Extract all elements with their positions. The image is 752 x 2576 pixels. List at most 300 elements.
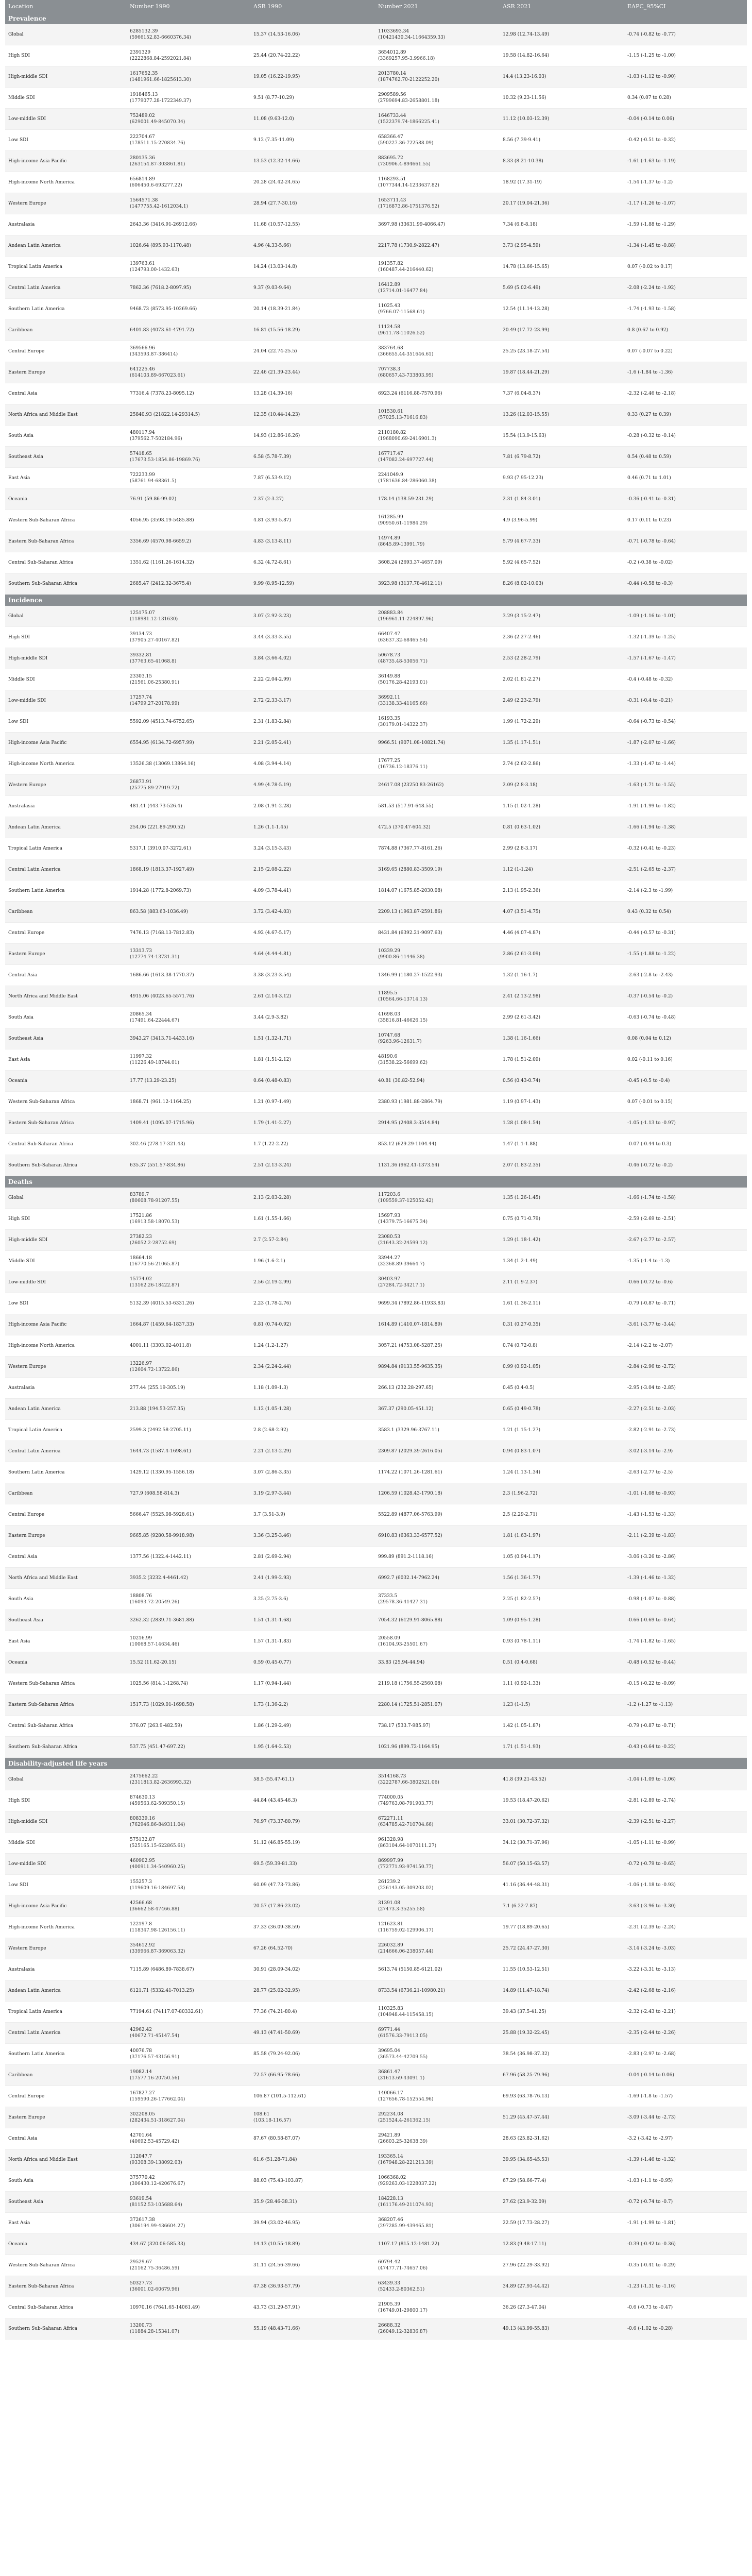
asr-2021-cell	[500, 1155, 624, 1176]
value-text: 6285132.39	[130, 28, 158, 34]
asr-1990-cell	[250, 1113, 375, 1134]
value-text: 31391.08	[378, 1900, 400, 1906]
value-text: 122197.8	[130, 1921, 152, 1927]
asr-2021-cell	[500, 2107, 624, 2128]
value-text: 41698.03	[378, 1011, 400, 1017]
value-text: 30403.97	[378, 1276, 400, 1282]
eapc-cell	[624, 2234, 747, 2255]
value-text: 10970.16 (7641.65-14061.49)	[130, 2304, 200, 2310]
value-text: 12.35 (10.44-14.23)	[253, 412, 300, 417]
asr-2021-cell	[500, 2128, 624, 2149]
value-text: 47.38 (36.93-57.79)	[253, 2283, 300, 2289]
asr-1990-cell	[250, 2297, 375, 2318]
asr-1990-cell	[250, 733, 375, 754]
value-text: 0.45 (0.4-0.5)	[503, 1385, 535, 1391]
value-text: -1.74 (-1.82 to -1.65)	[627, 1638, 676, 1644]
asr-1990-cell	[250, 754, 375, 775]
value-text: -0.04 (-0.14 to 0.06)	[627, 2072, 674, 2078]
eapc-cell	[624, 733, 747, 754]
column-header-number-1990: Number 1990	[127, 0, 250, 13]
confidence-interval-text: (57025.13-71616.83)	[378, 415, 428, 420]
number-1990-cell	[127, 1272, 250, 1293]
eapc-cell	[624, 2171, 747, 2192]
eapc-cell	[624, 1188, 747, 1209]
number-1990-cell	[127, 2192, 250, 2213]
value-text: -2.67 (-2.77 to -2.57)	[627, 1237, 676, 1243]
value-text: 10216.99	[130, 1635, 152, 1641]
section-header-row	[5, 13, 747, 24]
number-1990-cell	[127, 1134, 250, 1155]
confidence-interval-text: (5966152.83-6660376.34)	[130, 35, 191, 40]
asr-2021-cell	[500, 669, 624, 690]
number-1990-cell	[127, 2234, 250, 2255]
asr-1990-cell	[250, 965, 375, 986]
location-cell: Western Sub-Saharan Africa	[5, 510, 127, 531]
asr-1990-cell	[250, 1007, 375, 1028]
value-text: 752489.02	[130, 113, 155, 118]
table-row	[5, 1737, 747, 1758]
table-row	[5, 986, 747, 1007]
eapc-cell	[624, 2128, 747, 2149]
table-row	[5, 648, 747, 669]
asr-1990-cell	[250, 775, 375, 796]
asr-2021-cell	[500, 1769, 624, 1790]
value-text: -2.32 (-2.43 to -2.21)	[627, 2009, 676, 2014]
asr-2021-cell	[500, 1209, 624, 1230]
gbd-results-table-page	[5, 0, 747, 2340]
number-2021-cell	[375, 1230, 500, 1251]
eapc-cell	[624, 1896, 747, 1917]
table-row	[5, 24, 747, 45]
value-text: 11033693.34	[378, 28, 409, 34]
value-text: 0.31 (0.27-0.35)	[503, 1321, 541, 1327]
number-1990-cell	[127, 426, 250, 447]
location-cell: South Asia	[5, 426, 127, 447]
value-text: 1.19 (0.97-1.43)	[503, 1099, 541, 1105]
eapc-cell	[624, 1071, 747, 1092]
table-row	[5, 1896, 747, 1917]
value-text: 3.84 (3.66-4.02)	[253, 655, 292, 661]
value-text: 6.32 (4.72-8.61)	[253, 560, 292, 565]
number-2021-cell	[375, 2213, 500, 2234]
table-row	[5, 1335, 747, 1357]
asr-1990-cell	[250, 627, 375, 648]
eapc-cell	[624, 383, 747, 404]
confidence-interval-text: (80608.78-91207.55)	[130, 1198, 179, 1204]
value-text: 480117.94	[130, 430, 155, 435]
table-row	[5, 1769, 747, 1790]
value-text: 4915.06 (4023.65-5571.76)	[130, 993, 194, 999]
asr-2021-cell	[500, 45, 624, 66]
location-cell: Central Latin America	[5, 278, 127, 299]
asr-2021-cell	[500, 1293, 624, 1314]
asr-2021-cell	[500, 1378, 624, 1399]
location-cell: Southern Latin America	[5, 2044, 127, 2065]
value-text: 7.87 (6.53-9.12)	[253, 475, 292, 481]
value-text: 2.08 (1.91-2.28)	[253, 803, 292, 809]
eapc-cell	[624, 24, 747, 45]
asr-2021-cell	[500, 1049, 624, 1071]
location-cell: High-income Asia Pacific	[5, 733, 127, 754]
value-text: 808339.16	[130, 1816, 155, 1821]
eapc-cell	[624, 1357, 747, 1378]
value-text: 302.46 (278.17-321.43)	[130, 1141, 185, 1147]
number-2021-cell	[375, 2234, 500, 2255]
asr-2021-cell	[500, 859, 624, 880]
eapc-cell	[624, 1631, 747, 1652]
confidence-interval-text: (21561.06-25380.91)	[130, 680, 179, 685]
value-text: -0.48 (-0.52 to -0.44)	[627, 1659, 676, 1665]
number-2021-cell	[375, 1568, 500, 1589]
number-2021-cell	[375, 2318, 500, 2340]
number-1990-cell	[127, 531, 250, 552]
asr-2021-cell	[500, 2171, 624, 2192]
value-text: 20.49 (17.72-23.99)	[503, 327, 550, 333]
value-text: 14974.89	[378, 535, 400, 541]
value-text: 3.73 (2.95-4.59)	[503, 243, 541, 248]
value-text: 11.08 (9.63-12.0)	[253, 116, 294, 122]
table-row	[5, 711, 747, 733]
location-cell: Central Europe	[5, 341, 127, 362]
value-text: -2.95 (-3.04 to -2.85)	[627, 1385, 676, 1391]
eapc-cell	[624, 2255, 747, 2276]
asr-1990-cell	[250, 1293, 375, 1314]
section-header-row	[5, 1176, 747, 1188]
value-text: -0.46 (-0.72 to -0.2)	[627, 1162, 673, 1168]
number-2021-cell	[375, 1314, 500, 1335]
value-text: 0.64 (0.48-0.83)	[253, 1078, 292, 1083]
eapc-cell	[624, 775, 747, 796]
location-cell: Central Asia	[5, 2128, 127, 2149]
location-cell: Caribbean	[5, 1483, 127, 1504]
asr-1990-cell	[250, 172, 375, 193]
value-text: 5.79 (4.67-7.33)	[503, 538, 541, 544]
table-row	[5, 733, 747, 754]
value-text: -0.66 (-0.72 to -0.6)	[627, 1279, 673, 1285]
asr-2021-cell	[500, 1631, 624, 1652]
number-2021-cell	[375, 2002, 500, 2023]
value-text: -0.6 (-0.73 to -0.47)	[627, 2304, 673, 2310]
table-row	[5, 1272, 747, 1293]
value-text: 2685.47 (2412.32-3675.4)	[130, 581, 191, 586]
table-row	[5, 1378, 747, 1399]
value-text: -2.42 (-2.68 to -2.16)	[627, 1988, 676, 1993]
value-text: -3.14 (-3.24 to -3.03)	[627, 1945, 676, 1951]
table-row	[5, 1155, 747, 1176]
value-text: 383764.68	[378, 345, 403, 351]
table-row	[5, 1589, 747, 1610]
number-2021-cell	[375, 1113, 500, 1134]
value-text: 13526.38 (13069.13864.16)	[130, 761, 196, 767]
confidence-interval-text: (16749.01-29800.17)	[378, 2308, 428, 2313]
table-row	[5, 531, 747, 552]
value-text: 774000.05	[378, 1794, 403, 1800]
confidence-interval-text: (1477755.42-1612034.1)	[130, 204, 189, 209]
value-text: 1.23 (1-1.5)	[503, 1702, 531, 1707]
value-text: 0.75 (0.71-0.79)	[503, 1216, 541, 1222]
value-text: 41.16 (36.44-48.31)	[503, 1882, 550, 1888]
value-text: 39.43 (37.5-41.25)	[503, 2009, 546, 2014]
confidence-interval-text: (40672.71-45147.54)	[130, 2033, 179, 2039]
value-text: -0.37 (-0.54 to -0.2)	[627, 993, 673, 999]
table-row	[5, 2023, 747, 2044]
eapc-cell	[624, 1811, 747, 1833]
asr-1990-cell	[250, 1833, 375, 1854]
asr-1990-cell	[250, 2213, 375, 2234]
asr-1990-cell	[250, 1230, 375, 1251]
asr-2021-cell	[500, 2149, 624, 2171]
value-text: 2.41 (1.99-2.93)	[253, 1575, 292, 1581]
value-text: 4.09 (3.78-4.41)	[253, 888, 292, 893]
location-cell: Southeast Asia	[5, 2192, 127, 2213]
confidence-interval-text: (36662.58-47466.88)	[130, 1907, 179, 1912]
value-text: 0.99 (0.92-1.05)	[503, 1364, 541, 1369]
value-text: -1.91 (-1.99 to -1.81)	[627, 2220, 676, 2226]
eapc-cell	[624, 1092, 747, 1113]
confidence-interval-text: (16736.12-18376.11)	[378, 765, 428, 770]
value-text: 1.32 (1.16-1.7)	[503, 972, 538, 978]
asr-2021-cell	[500, 1092, 624, 1113]
table-row	[5, 838, 747, 859]
value-text: 7.1 (6.22-7.87)	[503, 1903, 538, 1909]
value-text: 22.46 (21.39-23.44)	[253, 369, 300, 375]
value-text: 2.61 (2.14-3.12)	[253, 993, 292, 999]
number-1990-cell	[127, 817, 250, 838]
confidence-interval-text: (400911.34-540960.25)	[130, 1865, 185, 1870]
location-cell: Central Latin America	[5, 2023, 127, 2044]
value-text: 29421.89	[378, 2132, 400, 2138]
eapc-cell	[624, 1694, 747, 1716]
value-text: 11.55 (10.53-12.51)	[503, 1967, 550, 1972]
value-text: 10339.29	[378, 948, 400, 954]
value-text: 108.61	[253, 2111, 270, 2117]
location-cell: High-income Asia Pacific	[5, 1314, 127, 1335]
value-text: 21905.39	[378, 2301, 400, 2307]
location-cell: East Asia	[5, 1049, 127, 1071]
value-text: 20.14 (18.39-21.84)	[253, 306, 300, 312]
eapc-cell	[624, 1737, 747, 1758]
table-row	[5, 1049, 747, 1071]
table-row	[5, 1610, 747, 1631]
asr-2021-cell	[500, 1896, 624, 1917]
value-text: 0.94 (0.83-1.07)	[503, 1448, 541, 1454]
value-text: 1377.56 (1322.4-1442.11)	[130, 1554, 191, 1560]
value-text: 34.12 (30.71-37.96)	[503, 1840, 550, 1845]
confidence-interval-text: (9611.78-11026.52)	[378, 331, 425, 336]
confidence-interval-text: (379562.7-502184.96)	[130, 436, 182, 442]
table-row	[5, 1357, 747, 1378]
asr-1990-cell	[250, 552, 375, 573]
confidence-interval-text: (13162.26-18422.87)	[130, 1283, 179, 1288]
location-cell: Australasia	[5, 1378, 127, 1399]
eapc-cell	[624, 817, 747, 838]
table-row	[5, 1673, 747, 1694]
number-2021-cell	[375, 2023, 500, 2044]
eapc-cell	[624, 1938, 747, 1959]
asr-1990-cell	[250, 1959, 375, 1980]
confidence-interval-text: (590227.36-722588.09)	[378, 141, 434, 146]
value-text: 33.01 (30.72-37.32)	[503, 1819, 550, 1824]
value-text: 2.21 (2.05-2.41)	[253, 740, 292, 745]
value-text: 12.54 (11.14-13.28)	[503, 306, 550, 312]
value-text: -2.51 (-2.65 to -2.37)	[627, 867, 676, 872]
confidence-interval-text: (27284.72-34217.1)	[378, 1283, 425, 1288]
value-text: 1.38 (1.16-1.66)	[503, 1036, 541, 1041]
confidence-interval-text: (297285.99-439465.81)	[378, 2224, 434, 2229]
asr-1990-cell	[250, 214, 375, 235]
value-text: 50678.73	[378, 652, 400, 658]
confidence-interval-text: (58761.94-68361.5)	[130, 479, 177, 484]
value-text: 853.12 (629.29-1104.44)	[378, 1141, 437, 1147]
value-text: 575132.87	[130, 1837, 155, 1842]
value-text: 139763.61	[130, 261, 155, 266]
eapc-cell	[624, 944, 747, 965]
asr-1990-cell	[250, 1462, 375, 1483]
asr-2021-cell	[500, 1504, 624, 1526]
value-text: -1.39 (-1.46 to -1.32)	[627, 2157, 676, 2162]
eapc-cell	[624, 754, 747, 775]
table-row	[5, 1028, 747, 1049]
value-text: -1.39 (-1.46 to -1.32)	[627, 1575, 676, 1581]
eapc-cell	[624, 320, 747, 341]
table-row	[5, 627, 747, 648]
value-text: 44.84 (43.45-46.3)	[253, 1798, 297, 1803]
asr-2021-cell	[500, 88, 624, 109]
asr-2021-cell	[500, 1314, 624, 1335]
value-text: -3.02 (-3.14 to -2.9)	[627, 1448, 673, 1454]
asr-2021-cell	[500, 1568, 624, 1589]
table-row	[5, 2213, 747, 2234]
value-text: 292234.08	[378, 2111, 403, 2117]
value-text: -2.83 (-2.97 to -2.68)	[627, 2051, 676, 2057]
value-text: 2.07 (1.83-2.35)	[503, 1162, 541, 1168]
confidence-interval-text: (10564.66-13714.13)	[378, 997, 428, 1002]
value-text: 2380.93 (1981.88-2864.79)	[378, 1099, 442, 1105]
table-row	[5, 151, 747, 172]
value-text: 2.36 (2.27-2.46)	[503, 634, 541, 640]
table-row	[5, 510, 747, 531]
value-text: -2.84 (-2.96 to -2.72)	[627, 1364, 676, 1369]
confidence-interval-text: (81152.53-105688.64)	[130, 2202, 182, 2208]
value-text: 69.93 (63.78-76.13)	[503, 2093, 550, 2099]
asr-2021-cell	[500, 1811, 624, 1833]
confidence-interval-text: (772771.93-974150.77)	[378, 1865, 434, 1870]
confidence-interval-text: (16093.72-20549.26)	[130, 1600, 179, 1605]
value-text: 1.18 (1.09-1.3)	[253, 1385, 288, 1391]
value-text: 14.78 (13.66-15.65)	[503, 264, 550, 269]
asr-2021-cell	[500, 510, 624, 531]
value-text: 14.93 (12.86-16.26)	[253, 433, 300, 438]
value-text: -3.63 (-3.96 to -3.30)	[627, 1903, 676, 1909]
table-row	[5, 2276, 747, 2297]
location-cell: Southeast Asia	[5, 1028, 127, 1049]
value-text: 863.58 (883.63-1036.49)	[130, 909, 189, 914]
confidence-interval-text: (47477.71-74657.06)	[378, 2266, 428, 2271]
value-text: 18808.76	[130, 1593, 152, 1599]
value-text: 33.83 (25.94-44.94)	[378, 1659, 425, 1665]
value-text: 7.37 (6.04-8.37)	[503, 391, 541, 396]
confidence-interval-text: (37763.65-41068.8)	[130, 659, 177, 664]
table-row	[5, 1790, 747, 1811]
table-row	[5, 257, 747, 278]
asr-2021-cell	[500, 775, 624, 796]
value-text: 2119.18 (1756.55-2560.08)	[378, 1681, 442, 1686]
value-text: 83789.7	[130, 1192, 149, 1197]
table-row	[5, 2044, 747, 2065]
confidence-interval-text: (40692.53-45729.42)	[130, 2139, 179, 2144]
value-text: 1346.99 (1180.27-1522.93)	[378, 972, 442, 978]
asr-2021-cell	[500, 733, 624, 754]
location-cell: Middle SDI	[5, 88, 127, 109]
value-text: 27.96 (22.29-33.92)	[503, 2262, 550, 2268]
value-text: 2.81 (2.69-2.94)	[253, 1554, 292, 1560]
value-text: 1.78 (1.51-2.09)	[503, 1057, 541, 1062]
value-text: 1664.87 (1459.64-1837.33)	[130, 1321, 194, 1327]
number-2021-cell	[375, 1134, 500, 1155]
value-text: -2.14 (-2.3 to -1.99)	[627, 888, 673, 893]
value-text: 7874.88 (7367.77-8161.26)	[378, 845, 442, 851]
confidence-interval-text: (9263.96-12631.7)	[378, 1039, 422, 1044]
value-text: -1.06 (-1.18 to -0.93)	[627, 1882, 676, 1888]
number-1990-cell	[127, 1938, 250, 1959]
value-text: -2.32 (-2.46 to -2.18)	[627, 391, 676, 396]
value-text: 707738.3	[378, 366, 400, 372]
value-text: 2241049.9	[378, 472, 403, 478]
value-text: -2.59 (-2.69 to -2.51)	[627, 1216, 676, 1222]
value-text: 3356.69 (4570.98-6659.2)	[130, 538, 191, 544]
eapc-cell	[624, 648, 747, 669]
value-text: 4056.95 (3598.19-5485.88)	[130, 517, 194, 523]
table-row	[5, 1833, 747, 1854]
value-text: 13.53 (12.32-14.66)	[253, 158, 300, 164]
value-text: 18664.18	[130, 1255, 152, 1261]
value-text: -3.09 (-3.44 to -2.73)	[627, 2114, 676, 2120]
value-text: 367.37 (290.05-451.12)	[378, 1406, 434, 1412]
value-text: 1021.96 (899.72-1164.95)	[378, 1744, 439, 1750]
value-text: 1066368.02	[378, 2175, 406, 2180]
value-text: 722233.99	[130, 472, 155, 478]
asr-1990-cell	[250, 690, 375, 711]
asr-2021-cell	[500, 1959, 624, 1980]
number-1990-cell	[127, 1547, 250, 1568]
number-1990-cell	[127, 383, 250, 404]
value-text: 1025.56 (814.1-1268.74)	[130, 1681, 189, 1686]
confidence-interval-text: (12604.72-13722.86)	[130, 1367, 179, 1372]
table-row	[5, 552, 747, 573]
number-2021-cell	[375, 1917, 500, 1938]
eapc-cell	[624, 1652, 747, 1673]
confidence-interval-text: (37176.57-43156.91)	[130, 2055, 179, 2060]
number-2021-cell	[375, 1251, 500, 1272]
value-text: 17.77 (13.29-23.25)	[130, 1078, 177, 1083]
value-text: 1.79 (1.41-2.27)	[253, 1120, 292, 1126]
confidence-interval-text: (31613.69-43091.1)	[378, 2076, 425, 2081]
confidence-interval-text: (1716873.86-1751376.52)	[378, 204, 439, 209]
value-text: -2.14 (-2.2 to -2.07)	[627, 1343, 673, 1348]
value-text: 261239.2	[378, 1879, 400, 1885]
asr-2021-cell	[500, 1547, 624, 1568]
confidence-interval-text: (343593.87-386414)	[130, 352, 178, 357]
value-text: 40076.78	[130, 2048, 152, 2054]
number-2021-cell	[375, 1335, 500, 1357]
confidence-interval-text: (48735.48-53056.71)	[378, 659, 428, 664]
table-row	[5, 2297, 747, 2318]
number-2021-cell	[375, 1462, 500, 1483]
eapc-cell	[624, 299, 747, 320]
value-text: 1914.28 (1772.8-2069.73)	[130, 888, 191, 893]
value-text: -3.22 (-3.31 to -3.13)	[627, 1967, 676, 1972]
eapc-cell	[624, 278, 747, 299]
